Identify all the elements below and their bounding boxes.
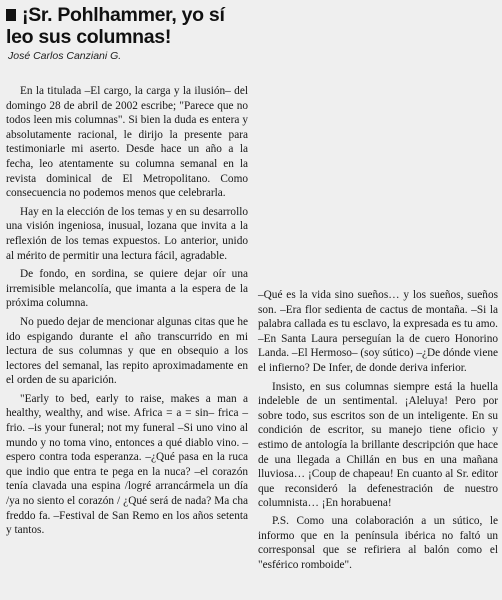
article-title-text: ¡Sr. Pohlhammer, yo sí leo sus columnas!	[6, 4, 225, 48]
paragraph: De fondo, en sordina, se quiere dejar oír una irremisible melancolía, que imanta a la espera de la próxima columna.	[6, 268, 248, 310]
paragraph: "Early to bed, early to raise, makes a man a healthy, wealthy, and wise. Africa = a = sin– frica – frio. –is your funeral; not my funeral –Si uno vino al mundo y no toma vino, entonces a qué diablo vino. –espero contra toda esperanza. –¿Qué pasa en la ruca que indio que entra te pega en la nuca? –el corazón tenía clavada una espina /logré arrancármela un día /ya no siento el corazón / ¿Qué será de nada? Ma cha freddo fa. –Festival de San Remo en los años setenta y tantos.	[6, 392, 248, 537]
article-column-left	[6, 84, 248, 542]
article-title	[6, 4, 252, 48]
article-author: José Carlos Canziani G.	[8, 50, 122, 62]
paragraph: –Qué es la vida sino sueños… y los sueños, sueños son. –Era flor sedienta de cactus de montaña. –Si la palabra callada es tu esclavo, la expresada es tu amo. –En Santa Laura perseguían la de cuero Honorino Landa. –El Hermoso– (soy sútico) –¿De dónde viene el infierno? De Infer, de donde deriva inferior.	[258, 289, 498, 374]
paragraph: No puedo dejar de mencionar algunas citas que he ido espigando durante el año transcurrido en mi lectura de sus columnas y que en obsequio a los lectores del semanal, las repito aproximadamente en el orden de su aparición.	[6, 315, 248, 387]
paragraph: P.S. Como una colaboración a un sútico, le informo que en la península ibérica no faltó un corresponsal que se refiriera al balón como el "esférico romboide".	[258, 514, 498, 571]
square-bullet-icon	[6, 9, 16, 21]
paragraph: En la titulada –El cargo, la carga y la ilusión– del domingo 28 de abril de 2002 escribe; "Parece que no todos leen mis columnas". Si bien la duda es entera y absolutamente racional, le dirijo la presente para testimoniarle mi aserto. Desde hace un año a la fecha, leo atentamente su columna semanal en la revista dominical de El Metropolitano. Como consecuencia no podemos menos que celebrarla.	[6, 85, 248, 200]
article-header	[6, 4, 252, 62]
paragraph: Hay en la elección de los temas y en su desarrollo una visión ingeniosa, inusual, lozana que invita a la reflexión de los temas expuestos. Lo anterior, unido al mérito de permitir una lectura fácil, agradable.	[6, 205, 248, 262]
paragraph: Insisto, en sus columnas siempre está la huella indeleble de un sentimental. ¡Aleluya! Pero por sobre todo, sus escritos son de un inteligente. En su condición de escritor, su manejo tiene oficio y estimo de antología la brillante descripción que hace de una llegada a Chillán en bus en una mañana lluviosa… ¡Coup de chapeau! En cuanto al Sr. editor que reconsideró la defenestración de nuestro columnista… ¡En horabuena!	[258, 380, 498, 510]
article-column-right	[258, 288, 498, 575]
